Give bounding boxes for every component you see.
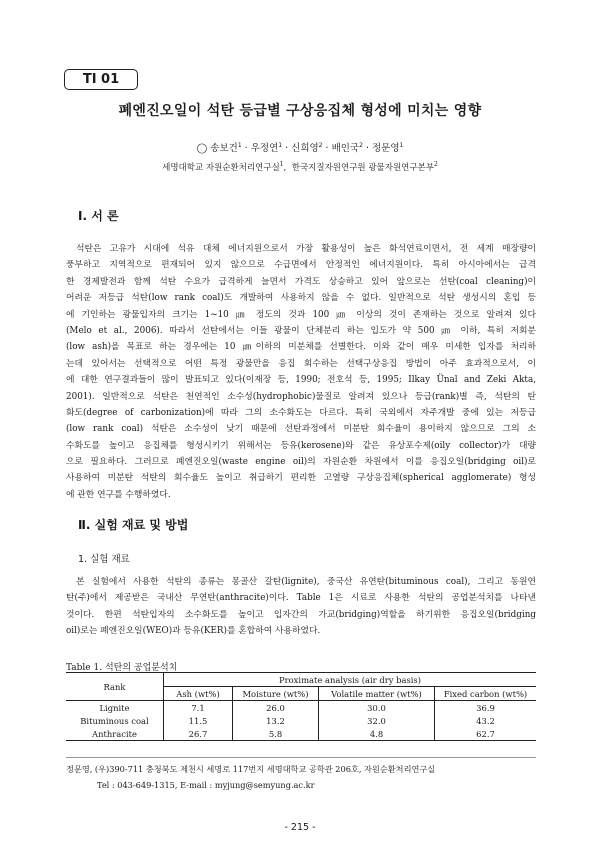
author-affil-mark: 1 bbox=[237, 141, 242, 149]
section-heading-introduction: Ⅰ. 서 론 bbox=[78, 209, 119, 223]
rank-cell: Lignite bbox=[66, 701, 164, 715]
column-header: Volatile matter (wt%) bbox=[319, 687, 435, 701]
subsection-heading-materials: 1. 실험 재료 bbox=[78, 554, 130, 565]
text-line: (low rank coal) 석탄은 소수성이 낮기 때문에 선탄과정에서 미분탄 회수율이 용이하지 않으므로 그의 소 bbox=[66, 424, 536, 435]
paper-title: 폐엔진오일이 석탄 등급별 구상응집체 형성에 미치는 영향 bbox=[118, 103, 482, 119]
session-tag: TI 01 bbox=[64, 69, 138, 90]
table-cell: 26.0 bbox=[233, 701, 319, 715]
table-cell: 5.8 bbox=[233, 727, 319, 741]
rank-cell: Bituminous coal bbox=[66, 714, 164, 727]
section-heading-materials-methods: Ⅱ. 실험 재료 및 방법 bbox=[78, 518, 189, 532]
table-row bbox=[66, 714, 536, 727]
text-line: (Melo et al., 2006). 따라서 선탄에서는 이들 광물이 단체분리 하는 입도가 약 500 ㎛ 이하, 특히 저회분 bbox=[66, 325, 536, 336]
author-name: 신희영 bbox=[291, 143, 319, 154]
text-line: 탄(주)에서 제공받은 국내산 무연탄(anthracite)이다. Table 1은 시료로 사용한 석탄의 공업분석치를 나타낸 bbox=[66, 593, 536, 604]
table-cell: 30.0 bbox=[319, 701, 435, 715]
author-name: 배인국 bbox=[331, 143, 360, 154]
author-name: 정문영 bbox=[371, 143, 400, 154]
proximate-analysis-table bbox=[66, 672, 536, 741]
author-separator: · bbox=[322, 143, 332, 154]
table-cell: 13.2 bbox=[233, 714, 319, 727]
author-affil-mark: 2 bbox=[359, 141, 363, 149]
text-line: oil)로는 폐엔진오일(WEO)과 등유(KER)를 혼합하여 사용하였다. bbox=[66, 626, 321, 637]
author-separator: · bbox=[362, 143, 372, 154]
author-separator: · bbox=[282, 143, 292, 154]
text-line: 풍부하고 지역적으로 편재되어 있지 않으므로 수급면에서 안정적인 에너지원이다. 특히 아시아에서는 급격 bbox=[66, 260, 536, 271]
author-affil-mark: 2 bbox=[318, 141, 323, 149]
affiliation-mark: 2 bbox=[434, 161, 438, 169]
footnote-divider bbox=[66, 757, 536, 758]
author-list bbox=[0, 140, 600, 154]
page-number: - 215 - bbox=[284, 822, 316, 833]
table-cell: 26.7 bbox=[164, 727, 233, 741]
table-row bbox=[66, 701, 536, 715]
footnote-address: 정문영, (우)390-711 충청북도 제천시 세명로 117번지 세명대학교 공학관 206호, 자원순환처리연구실 bbox=[66, 764, 436, 774]
author-affil-mark: 1 bbox=[399, 141, 404, 149]
text-line: 으로 필요하다. 그러므로 폐엔진오일(waste engine oil)의 자원순환 차원에서 이를 응집오일(bridging oil)로 bbox=[66, 457, 536, 468]
rank-header: Rank bbox=[66, 673, 164, 701]
author-separator: · bbox=[241, 143, 251, 154]
table-cell: 4.8 bbox=[319, 727, 435, 741]
proximate-analysis-header: Proximate analysis (air dry basis) bbox=[164, 673, 537, 687]
text-line: 2001). 일반적으로 석탄은 천연적인 소수성(hydrophobic)물질로 알려져 있으나 등급(rank)별 즉, 석탄의 탄 bbox=[66, 391, 536, 402]
text-line: 본 실험에서 사용한 석탄의 종류는 몽골산 갈탄(lignite), 중국산 유연탄(bituminous coal), 그리고 동원연 bbox=[76, 577, 536, 587]
author-name: ◯ 송보건 bbox=[196, 143, 238, 154]
table-row bbox=[66, 727, 536, 741]
text-line: 에 관한 연구를 수행하였다. bbox=[66, 489, 171, 500]
text-line: 에 대한 연구결과들이 많이 발표되고 있다(이재장 등, 1990; 전호석 등, 1995; Ilkay Ünal and Zeki Akta, bbox=[66, 375, 536, 386]
table-cell: 36.9 bbox=[435, 701, 537, 715]
text-line: 수화도를 높이고 응집체를 형성시키기 위해서는 등유(kerosene)와 같은 유상포수제(oily collector)가 대량 bbox=[66, 440, 536, 451]
affiliation: 한국지질자원연구원 광물자원연구본부 bbox=[291, 163, 435, 173]
introduction-paragraph bbox=[66, 241, 536, 503]
affiliation-line: 세명대학교 자원순환처리연구실$^1$, 한국지질자원연구원 광물자원연구본부$^2$ bbox=[162, 161, 438, 173]
column-header: Ash (wt%) bbox=[164, 687, 233, 701]
text-line: 것이다. 한편 석탄입자의 소수화도를 높이고 입자간의 가교(bridging)역할을 하기위한 응집오일(bridging bbox=[66, 609, 536, 620]
column-header: Fixed carbon (wt%) bbox=[435, 687, 537, 701]
text-line: 화도(degree of carbonization)에 따라 그의 소수화도는 다르다. 특히 국외에서 자주개발 중에 있는 저등급 bbox=[66, 407, 536, 418]
table-cell: 43.2 bbox=[435, 714, 537, 727]
table-cell: 62.7 bbox=[435, 727, 537, 741]
table-caption: Table 1. 석탄의 공업분석치 bbox=[66, 663, 178, 673]
text-line: 한 경제발전과 함께 석탄 수요가 급격하게 늘면서 가격도 상승하고 있어 앞으로는 선탄(coal cleaning)이 bbox=[66, 276, 536, 287]
text-line: (low ash)을 목표로 하는 경우에는 10 ㎛이하의 미분체를 선별한다. 이와 같이 매우 미세한 입자를 처리하 bbox=[66, 342, 536, 353]
affiliation: 세명대학교 자원순환처리연구실 bbox=[162, 163, 280, 173]
table-cell: 7.1 bbox=[191, 702, 205, 713]
table-cell: 11.5 bbox=[188, 715, 208, 726]
rank-cell: Anthracite bbox=[66, 727, 164, 741]
text-line: 에 기인하는 광물입자의 크기는 1~10 ㎛ 정도의 것과 100 ㎛ 이상의 것이 존재하는 것으로 알려져 있다 bbox=[66, 309, 536, 320]
affiliation-mark: 1 bbox=[279, 161, 284, 169]
text-line: 사용하여 미분탄 석탄의 회수율도 높이고 취급하기 편리한 고열량 구상응집체(spherical agglomerate) 형성 bbox=[66, 473, 536, 484]
text-line: 석탄은 고유가 시대에 석유 대체 에너지원으로서 가장 활용성이 높은 화석연료이면서, 전 세계 매장량이 bbox=[76, 244, 536, 254]
text-line: 는데 있어서는 선택적으로 어떤 특정 광물만을 응집 회수하는 선택구상응집 방법이 아주 효과적으로서, 이 bbox=[66, 358, 536, 369]
column-header: Moisture (wt%) bbox=[233, 687, 319, 701]
materials-paragraph bbox=[66, 574, 536, 640]
text-line: 어려운 저등급 석탄(low rank coal)도 개발하여 사용하지 않을 수 없다. 일반적으로 석탄 생성시의 혼입 등 bbox=[66, 293, 536, 304]
footnote-contact: Tel : 043-649-1315, E-mail : myjung@semyung.ac.kr bbox=[97, 780, 315, 790]
table-cell: 32.0 bbox=[319, 714, 435, 727]
author-name: 우정연 bbox=[250, 143, 279, 154]
author-affil-mark: 1 bbox=[278, 141, 283, 149]
